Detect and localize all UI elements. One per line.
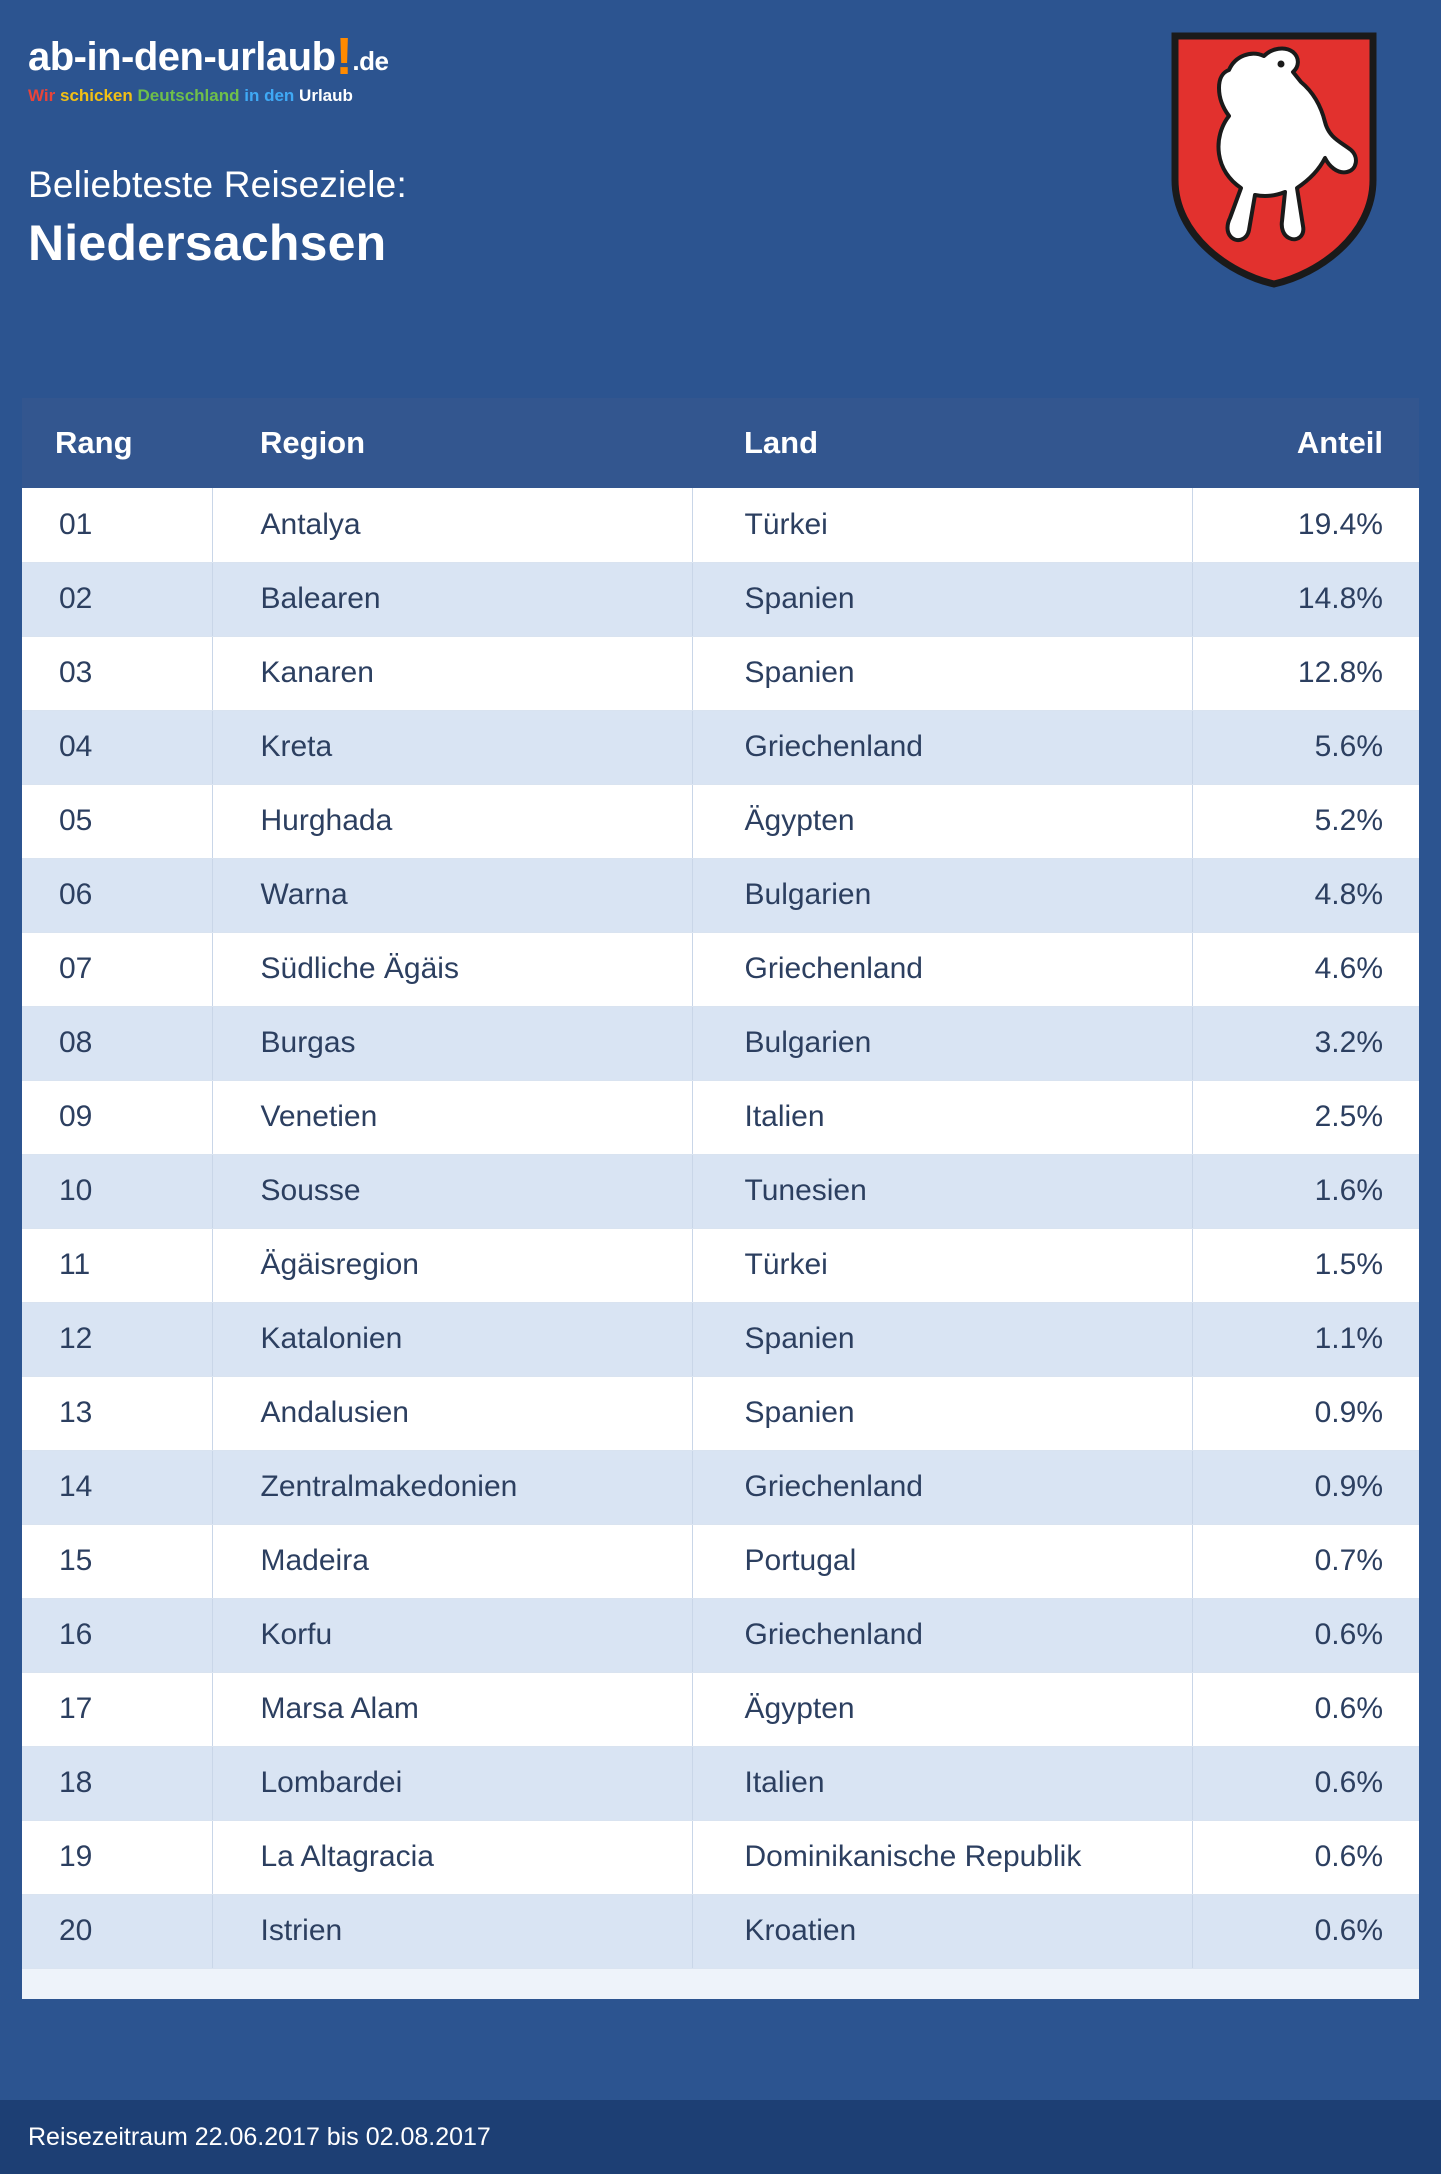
cell-share: 12.8%	[1192, 636, 1419, 710]
brand-tagline-word-2: schicken	[59, 85, 133, 105]
cell-rank: 06	[22, 858, 212, 932]
column-header-region: Region	[212, 398, 692, 488]
cell-region: Andalusien	[212, 1376, 692, 1450]
table-row	[22, 1598, 1419, 1672]
table-row	[22, 858, 1419, 932]
cell-share: 0.7%	[1192, 1524, 1419, 1598]
cell-land: Bulgarien	[692, 1006, 1192, 1080]
cell-land: Ägypten	[692, 784, 1192, 858]
footer-period-text: Reisezeitraum 22.06.2017 bis 02.08.2017	[28, 2122, 491, 2151]
cell-share: 0.6%	[1192, 1894, 1419, 1968]
cell-region: Madeira	[212, 1524, 692, 1598]
column-header-share: Anteil	[1192, 398, 1419, 488]
cell-rank: 15	[22, 1524, 212, 1598]
table-header	[22, 398, 1419, 488]
cell-rank: 12	[22, 1302, 212, 1376]
page-kicker: Beliebteste Reiseziele:	[28, 164, 407, 205]
table-row	[22, 1302, 1419, 1376]
cell-share: 0.9%	[1192, 1376, 1419, 1450]
cell-share: 3.2%	[1192, 1006, 1419, 1080]
cell-region: Antalya	[212, 488, 692, 562]
cell-land: Italien	[692, 1080, 1192, 1154]
cell-region: La Altagracia	[212, 1820, 692, 1894]
cell-land: Dominikanische Republik	[692, 1820, 1192, 1894]
cell-rank: 01	[22, 488, 212, 562]
cell-land: Griechenland	[692, 710, 1192, 784]
cell-rank: 18	[22, 1746, 212, 1820]
cell-land: Griechenland	[692, 1598, 1192, 1672]
cell-land: Griechenland	[692, 932, 1192, 1006]
cell-land: Kroatien	[692, 1894, 1192, 1968]
table-row	[22, 784, 1419, 858]
cell-share: 2.5%	[1192, 1080, 1419, 1154]
table-row	[22, 932, 1419, 1006]
cell-rank: 14	[22, 1450, 212, 1524]
cell-rank: 16	[22, 1598, 212, 1672]
brand-tagline-word-4: in den	[244, 85, 295, 105]
cell-share: 0.9%	[1192, 1450, 1419, 1524]
cell-share: 0.6%	[1192, 1820, 1419, 1894]
cell-rank: 04	[22, 710, 212, 784]
brand-logo-tld: .de	[352, 46, 389, 76]
cell-land: Spanien	[692, 562, 1192, 636]
cell-rank: 10	[22, 1154, 212, 1228]
table-row	[22, 1228, 1419, 1302]
cell-region: Warna	[212, 858, 692, 932]
cell-region: Balearen	[212, 562, 692, 636]
table-row	[22, 1894, 1419, 1968]
table-row	[22, 1524, 1419, 1598]
page-title: Niedersachsen	[28, 215, 387, 271]
table-row	[22, 1450, 1419, 1524]
cell-rank: 05	[22, 784, 212, 858]
cell-region: Südliche Ägäis	[212, 932, 692, 1006]
table-row	[22, 1006, 1419, 1080]
cell-land: Spanien	[692, 1376, 1192, 1450]
table-row	[22, 562, 1419, 636]
table-row	[22, 710, 1419, 784]
cell-region: Korfu	[212, 1598, 692, 1672]
cell-share: 0.6%	[1192, 1746, 1419, 1820]
cell-land: Spanien	[692, 1302, 1192, 1376]
table-row	[22, 1820, 1419, 1894]
brand-logo-name: ab-in-den-urlaub	[28, 35, 336, 79]
cell-land: Spanien	[692, 636, 1192, 710]
cell-share: 0.6%	[1192, 1598, 1419, 1672]
table-header-row	[22, 398, 1419, 488]
brand-logo[interactable]	[28, 28, 428, 124]
cell-land: Türkei	[692, 1228, 1192, 1302]
cell-land: Türkei	[692, 488, 1192, 562]
cell-share: 14.8%	[1192, 562, 1419, 636]
cell-share: 1.6%	[1192, 1154, 1419, 1228]
cell-rank: 07	[22, 932, 212, 1006]
cell-share: 19.4%	[1192, 488, 1419, 562]
cell-rank: 19	[22, 1820, 212, 1894]
table-row	[22, 1376, 1419, 1450]
cell-region: Venetien	[212, 1080, 692, 1154]
cell-region: Marsa Alam	[212, 1672, 692, 1746]
brand-tagline	[28, 86, 428, 106]
brand-tagline-word-5: Urlaub	[299, 85, 353, 105]
table-row	[22, 488, 1419, 562]
cell-land: Tunesien	[692, 1154, 1192, 1228]
cell-share: 5.6%	[1192, 710, 1419, 784]
cell-share: 5.2%	[1192, 784, 1419, 858]
footer	[0, 2100, 1441, 2174]
cell-rank: 08	[22, 1006, 212, 1080]
column-header-rank: Rang	[22, 398, 212, 488]
cell-land: Griechenland	[692, 1450, 1192, 1524]
table-row	[22, 1672, 1419, 1746]
header	[0, 0, 1441, 370]
cell-rank: 03	[22, 636, 212, 710]
cell-rank: 17	[22, 1672, 212, 1746]
table-row	[22, 1080, 1419, 1154]
ranking-table-container	[22, 398, 1419, 1999]
table-row	[22, 636, 1419, 710]
table-row	[22, 1154, 1419, 1228]
brand-logo-exclamation: !	[335, 28, 353, 86]
cell-land: Italien	[692, 1746, 1192, 1820]
cell-rank: 02	[22, 562, 212, 636]
cell-rank: 20	[22, 1894, 212, 1968]
cell-region: Katalonien	[212, 1302, 692, 1376]
cell-region: Sousse	[212, 1154, 692, 1228]
cell-share: 1.1%	[1192, 1302, 1419, 1376]
brand-tagline-word-3: Deutschland	[137, 85, 240, 105]
cell-region: Istrien	[212, 1894, 692, 1968]
cell-region: Zentralmakedonien	[212, 1450, 692, 1524]
cell-land: Portugal	[692, 1524, 1192, 1598]
cell-rank: 09	[22, 1080, 212, 1154]
table-body	[22, 488, 1419, 1968]
cell-region: Lombardei	[212, 1746, 692, 1820]
cell-share: 4.6%	[1192, 932, 1419, 1006]
cell-rank: 11	[22, 1228, 212, 1302]
cell-rank: 13	[22, 1376, 212, 1450]
brand-logo-wordmark	[28, 28, 428, 86]
cell-share: 0.6%	[1192, 1672, 1419, 1746]
table-row	[22, 1746, 1419, 1820]
cell-region: Burgas	[212, 1006, 692, 1080]
column-header-land: Land	[692, 398, 1192, 488]
ranking-table	[22, 398, 1419, 1969]
cell-land: Bulgarien	[692, 858, 1192, 932]
cell-region: Ägäisregion	[212, 1228, 692, 1302]
cell-region: Hurghada	[212, 784, 692, 858]
cell-region: Kreta	[212, 710, 692, 784]
cell-land: Ägypten	[692, 1672, 1192, 1746]
cell-region: Kanaren	[212, 636, 692, 710]
cell-share: 1.5%	[1192, 1228, 1419, 1302]
cell-share: 4.8%	[1192, 858, 1419, 932]
coat-of-arms-icon	[1169, 30, 1379, 290]
brand-tagline-word-1: Wir	[28, 85, 56, 105]
